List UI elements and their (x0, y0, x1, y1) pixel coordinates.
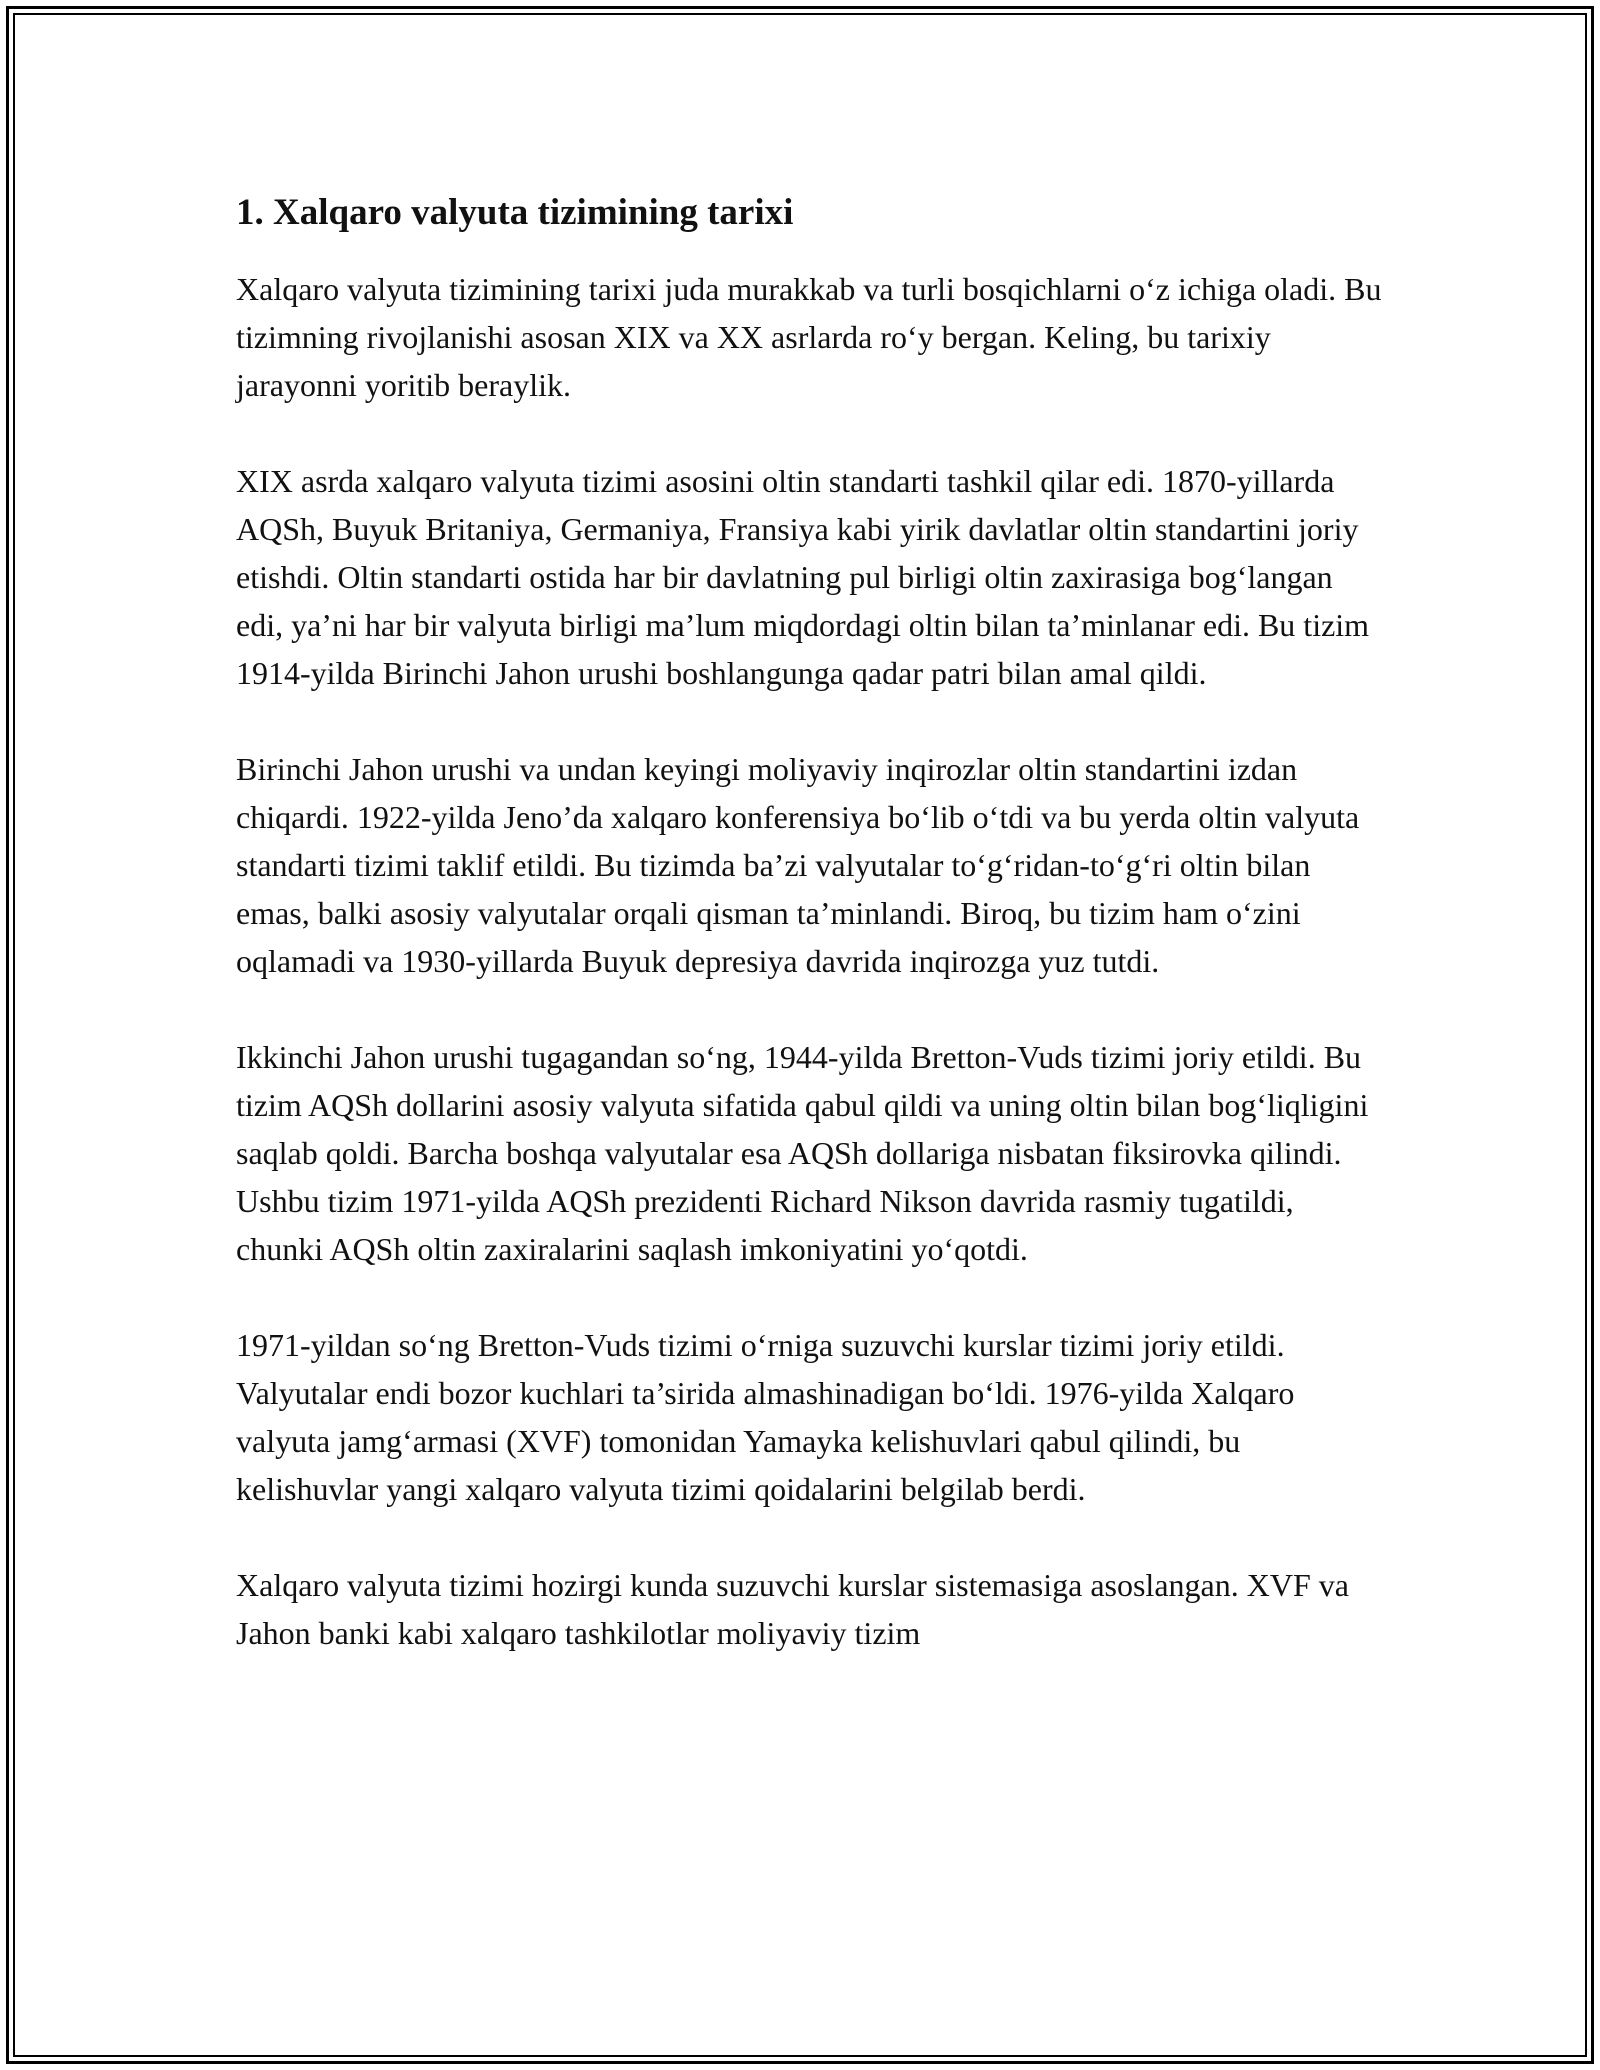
paragraph-4: Ikkinchi Jahon urushi tugagandan so‘ng, 1944-yilda Bretton-Vuds tizimi joriy etildi. Bu tizim AQSh dollarini asosiy valyuta sifatida qabul qildi va uning oltin bilan bog‘liqligini saqlab qoldi. Barcha boshqa valyutalar esa AQSh dollariga nisbatan fiksirovka qilindi. Ushbu tizim 1971-yilda AQSh prezidenti Richard Nikson davrida rasmiy tugatildi, chunki AQSh oltin zaxiralarini saqlash imkoniyatini yo‘qotdi. (236, 1039, 1369, 1267)
paragraph-5: 1971-yildan so‘ng Bretton-Vuds tizimi o‘rniga suzuvchi kurslar tizimi joriy etildi. Valyutalar endi bozor kuchlari ta’sirida almashinadigan bo‘ldi. 1976-yilda Xalqaro valyuta jamg‘armasi (XVF) tomonidan Yamayka kelishuvlari qabul qilindi, bu kelishuvlar yangi xalqaro valyuta tizimi qoidalarini belgilab berdi. (236, 1327, 1295, 1507)
paragraph-1: Xalqaro valyuta tizimining tarixi juda murakkab va turli bosqichlarni o‘z ichiga oladi. Bu tizimning rivojlanishi asosan XIX va XX asrlarda ro‘y bergan. Keling, bu tarixiy jarayonni yoritib beraylik. (236, 271, 1382, 403)
section-heading: 1. Xalqaro valyuta tizimining tarixi (236, 192, 794, 233)
paragraph-2: XIX asrda xalqaro valyuta tizimi asosini oltin standarti tashkil qilar edi. 1870-yillarda AQSh, Buyuk Britaniya, Germaniya, Fransiya kabi yirik davlatlar oltin standartini joriy etishdi. Oltin standarti ostida har bir davlatning pul birligi oltin zaxirasiga bog‘langan edi, ya’ni har bir valyuta birligi ma’lum miqdordagi oltin bilan ta’minlanar edi. Bu tizim 1914-yilda Birinchi Jahon urushi boshlangunga qadar patri bilan amal qildi. (236, 463, 1370, 691)
paragraph-3: Birinchi Jahon urushi va undan keyingi moliyaviy inqirozlar oltin standartini izdan chiqardi. 1922-yilda Jeno’da xalqaro konferensiya bo‘lib o‘tdi va bu yerda oltin valyuta standarti tizimi taklif etildi. Bu tizimda ba’zi valyutalar to‘g‘ridan-to‘g‘ri oltin bilan emas, balki asosiy valyutalar orqali qisman ta’minlandi. Biroq, bu tizim ham o‘zini oqlamadi va 1930-yillarda Buyuk depresiya davrida inqirozga yuz tutdi. (236, 751, 1360, 979)
document-body (236, 185, 1386, 1705)
paragraph-6: Xalqaro valyuta tizimi hozirgi kunda suzuvchi kurslar sistemasiga asoslangan. XVF va Jahon banki kabi xalqaro tashkilotlar moliyaviy tizim (236, 1567, 1349, 1651)
